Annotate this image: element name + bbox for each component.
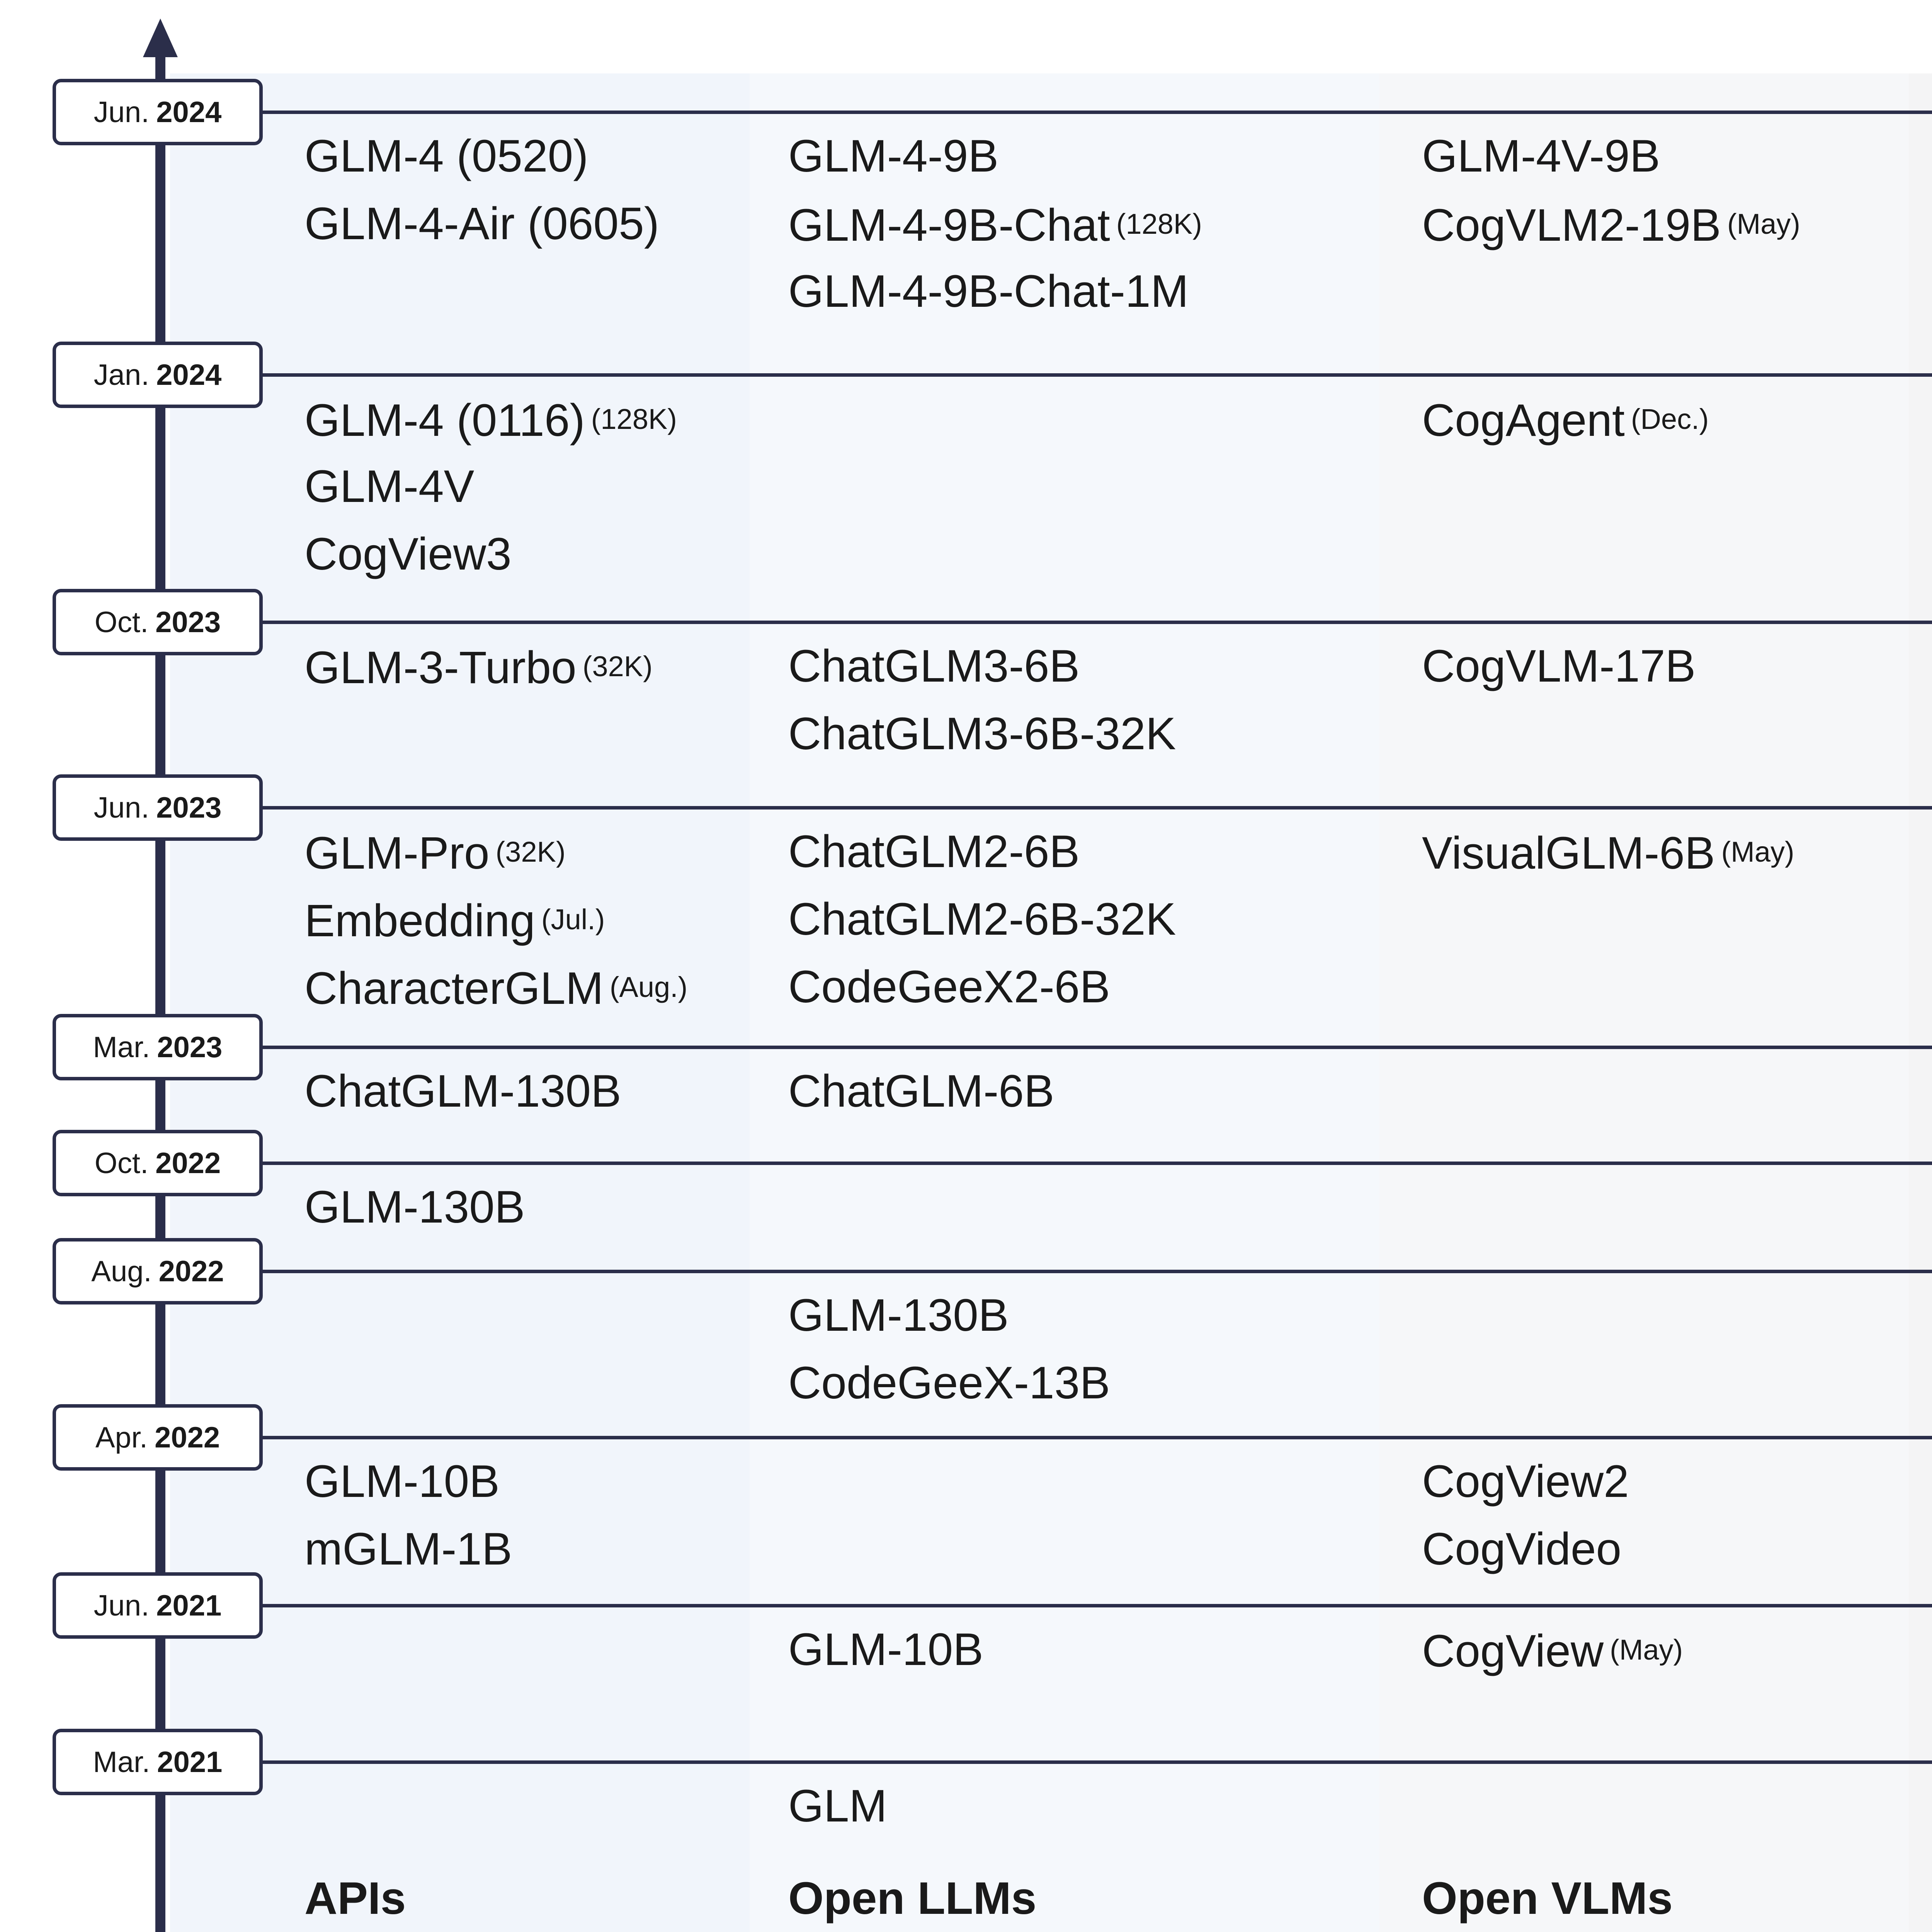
model-name: GLM-Pro xyxy=(304,828,490,879)
date-marker xyxy=(53,1014,263,1080)
model-name: CogVLM-17B xyxy=(1422,641,1696,692)
row-divider xyxy=(263,1270,1932,1273)
model-name: GLM-130B xyxy=(304,1182,525,1233)
date-marker xyxy=(53,1729,263,1795)
row-divider xyxy=(263,1436,1932,1439)
date-month: Mar. xyxy=(93,1745,150,1779)
date-year: 2022 xyxy=(158,1255,224,1288)
model-entry xyxy=(788,122,998,190)
model-entry xyxy=(304,122,588,190)
timeline-axis xyxy=(155,46,165,1932)
model-entry xyxy=(304,1515,512,1583)
date-month: Apr. xyxy=(95,1421,148,1454)
model-entry xyxy=(788,818,1080,886)
model-entry xyxy=(304,190,659,258)
model-entry xyxy=(304,385,677,454)
model-entry xyxy=(788,190,1202,259)
date-year: 2022 xyxy=(155,1421,220,1454)
timeline-arrow-icon xyxy=(143,19,178,57)
model-name: GLM-130B xyxy=(788,1290,1009,1341)
model-entry xyxy=(1422,122,1660,190)
model-name: ChatGLM-130B xyxy=(304,1066,621,1117)
model-entry xyxy=(1422,385,1709,454)
model-note: (32K) xyxy=(495,836,566,868)
date-month: Aug. xyxy=(91,1255,152,1288)
column-label-apis: APIs xyxy=(304,1873,406,1924)
model-note: (Dec.) xyxy=(1631,403,1709,435)
model-entry xyxy=(1422,1448,1629,1515)
model-entry xyxy=(788,1349,1110,1417)
model-entry xyxy=(304,953,687,1022)
column-label-open-llms: Open LLMs xyxy=(788,1873,1037,1924)
date-marker xyxy=(53,589,263,655)
model-name: mGLM-1B xyxy=(304,1524,512,1575)
date-month: Jun. xyxy=(94,95,150,129)
model-entry xyxy=(788,1282,1009,1349)
model-entry xyxy=(304,520,512,588)
model-entry xyxy=(788,1616,983,1684)
model-name: GLM-4-9B xyxy=(788,131,999,182)
model-name: CogView xyxy=(1422,1626,1604,1677)
date-month: Oct. xyxy=(94,605,149,639)
model-name: VisualGLM-6B xyxy=(1422,828,1715,879)
model-name: CogView2 xyxy=(1422,1456,1629,1507)
model-entry xyxy=(304,633,653,702)
date-marker xyxy=(53,1238,263,1304)
row-divider xyxy=(263,1604,1932,1607)
model-name: GLM-4V-9B xyxy=(1422,131,1660,182)
date-month: Jan. xyxy=(94,358,150,391)
model-note: (Aug.) xyxy=(609,971,688,1003)
model-name: ChatGLM3-6B xyxy=(788,641,1080,692)
row-divider xyxy=(263,111,1932,114)
date-month: Jun. xyxy=(94,1589,150,1622)
date-year: 2021 xyxy=(156,1589,222,1622)
date-marker xyxy=(53,1572,263,1639)
model-entry xyxy=(1422,633,1696,700)
row-divider xyxy=(263,1162,1932,1165)
date-month: Jun. xyxy=(94,791,150,824)
model-name: CogView3 xyxy=(304,529,512,580)
model-name: CharacterGLM xyxy=(304,963,604,1014)
row-divider xyxy=(263,1046,1932,1049)
model-name: CodeGeeX-13B xyxy=(788,1357,1111,1408)
date-marker xyxy=(53,774,263,841)
model-entry xyxy=(1422,818,1794,887)
model-name: GLM-4 (0116) xyxy=(304,395,585,446)
model-note: (May) xyxy=(1610,1634,1683,1666)
date-year: 2022 xyxy=(155,1146,221,1180)
row-divider xyxy=(263,1760,1932,1764)
model-name: GLM-10B xyxy=(304,1456,500,1507)
model-entry xyxy=(304,1058,621,1125)
model-name: GLM-4-9B-Chat xyxy=(788,200,1110,251)
model-note: (128K) xyxy=(591,403,677,435)
model-name: CogVLM2-19B xyxy=(1422,200,1721,251)
model-entry xyxy=(304,1448,500,1515)
model-entry xyxy=(1422,190,1800,259)
column-label-open-vlms: Open VLMs xyxy=(1422,1873,1673,1924)
model-entry xyxy=(788,886,1176,953)
row-divider xyxy=(263,373,1932,377)
model-entry xyxy=(1422,1616,1683,1685)
model-name: Embedding xyxy=(304,895,535,946)
model-entry xyxy=(304,1173,525,1241)
date-year: 2023 xyxy=(155,605,221,639)
model-name: GLM-4-Air (0605) xyxy=(304,198,660,249)
date-marker xyxy=(53,1404,263,1471)
model-name: GLM-3-Turbo xyxy=(304,642,577,693)
model-name: ChatGLM3-6B-32K xyxy=(788,708,1176,759)
date-year: 2023 xyxy=(157,1031,223,1064)
model-name: GLM xyxy=(788,1781,887,1832)
date-marker xyxy=(53,342,263,408)
model-entry xyxy=(1422,1515,1621,1583)
model-entry xyxy=(788,953,1110,1021)
row-divider xyxy=(263,621,1932,624)
model-entry xyxy=(304,886,605,955)
row-divider xyxy=(263,806,1932,810)
model-name: GLM-4-9B-Chat-1M xyxy=(788,266,1189,317)
column-bg-agent-models xyxy=(1909,73,1932,1932)
model-entry xyxy=(788,258,1189,325)
model-note: (128K) xyxy=(1116,208,1202,240)
model-name: GLM-4V xyxy=(304,461,474,512)
model-entry xyxy=(788,1772,887,1840)
model-name: CodeGeeX2-6B xyxy=(788,961,1111,1012)
model-name: GLM-10B xyxy=(788,1624,983,1675)
model-name: ChatGLM2-6B-32K xyxy=(788,894,1176,945)
date-marker xyxy=(53,1130,263,1196)
date-month: Mar. xyxy=(93,1031,150,1064)
model-entry xyxy=(304,818,566,887)
date-marker xyxy=(53,79,263,145)
model-note: (Jul.) xyxy=(541,903,605,935)
model-name: CogVideo xyxy=(1422,1524,1622,1575)
date-month: Oct. xyxy=(94,1146,149,1180)
model-name: ChatGLM-6B xyxy=(788,1066,1054,1117)
model-entry xyxy=(788,1058,1054,1125)
date-year: 2023 xyxy=(156,791,222,824)
model-note: (May) xyxy=(1721,836,1794,868)
model-name: GLM-4 (0520) xyxy=(304,131,588,182)
model-entry xyxy=(788,700,1176,768)
date-year: 2024 xyxy=(156,95,222,129)
model-note: (32K) xyxy=(582,650,653,682)
date-year: 2021 xyxy=(157,1745,223,1779)
model-name: CogAgent xyxy=(1422,395,1625,446)
date-year: 2024 xyxy=(156,358,222,391)
model-name: ChatGLM2-6B xyxy=(788,826,1080,877)
model-entry xyxy=(788,633,1080,700)
model-entry xyxy=(304,453,474,520)
model-note: (May) xyxy=(1727,208,1801,240)
